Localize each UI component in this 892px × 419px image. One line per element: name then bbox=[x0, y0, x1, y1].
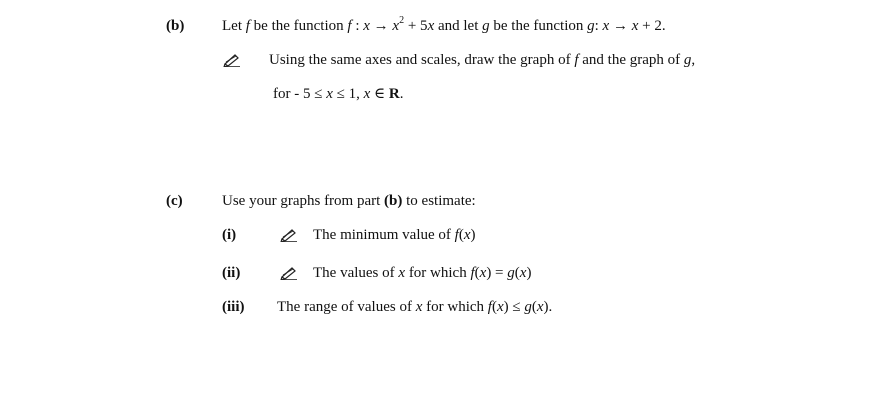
text: : bbox=[594, 18, 603, 34]
text: + 2. bbox=[638, 18, 666, 34]
text: ( bbox=[514, 265, 520, 281]
text: for which bbox=[422, 299, 488, 315]
math-x: x bbox=[363, 86, 371, 102]
math-x: x bbox=[602, 18, 610, 34]
part-b-label: (b) bbox=[166, 18, 185, 34]
math-x: x bbox=[363, 18, 370, 34]
text: ( bbox=[531, 299, 537, 315]
text: ) bbox=[470, 227, 476, 243]
text: be the function bbox=[249, 18, 348, 34]
item-i-label: (i) bbox=[222, 227, 237, 243]
part-b-instruction bbox=[269, 53, 695, 68]
text: Let bbox=[222, 18, 246, 34]
text: for - 5 ≤ bbox=[273, 86, 327, 102]
math-x: x bbox=[427, 18, 435, 34]
item-i-text bbox=[313, 228, 475, 243]
text: Use your graphs from part bbox=[222, 193, 385, 209]
part-reference: (b) bbox=[384, 193, 403, 209]
text: ). bbox=[543, 299, 553, 315]
math-x: x bbox=[326, 86, 333, 102]
text: ( bbox=[474, 265, 480, 281]
text: and the graph of bbox=[578, 52, 684, 68]
text: be the function bbox=[489, 18, 588, 34]
math-g: g bbox=[507, 265, 515, 281]
math-f: f bbox=[470, 265, 475, 281]
real-numbers-symbol: R bbox=[388, 86, 400, 102]
math-x: x bbox=[536, 299, 544, 315]
arrow: → bbox=[369, 18, 393, 34]
text: ≤ 1, bbox=[332, 86, 364, 102]
math-f: f bbox=[245, 18, 250, 34]
part-c-label: (c) bbox=[166, 193, 183, 209]
pencil-write-icon bbox=[280, 228, 298, 242]
text: ( bbox=[458, 227, 464, 243]
text: The values of bbox=[313, 265, 399, 281]
math-g: g bbox=[587, 18, 595, 34]
exponent: 2 bbox=[399, 15, 405, 26]
math-f: f bbox=[347, 18, 352, 34]
item-ii-text bbox=[313, 266, 531, 281]
math-g: g bbox=[524, 299, 532, 315]
item-iii-text bbox=[277, 300, 552, 315]
text: . bbox=[399, 86, 404, 102]
arrow: → bbox=[609, 18, 632, 34]
pencil-write-icon bbox=[280, 266, 298, 280]
item-iii-label: (iii) bbox=[222, 299, 245, 315]
part-b-definition bbox=[222, 15, 666, 34]
math-x: x bbox=[519, 265, 527, 281]
math-x: x bbox=[415, 299, 423, 315]
part-c-intro bbox=[222, 194, 476, 209]
text: Using the same axes and scales, draw the graph of bbox=[269, 52, 575, 68]
text: ) ≤ bbox=[503, 299, 525, 315]
math-x: x bbox=[496, 299, 504, 315]
math-x: x bbox=[479, 265, 487, 281]
math-f: f bbox=[574, 52, 579, 68]
text: ( bbox=[491, 299, 497, 315]
text: The range of values of bbox=[277, 299, 416, 315]
math-g: g bbox=[482, 18, 490, 34]
text: , bbox=[691, 52, 696, 68]
math-x: x bbox=[392, 18, 400, 34]
math-g: g bbox=[683, 52, 692, 68]
text: and let bbox=[434, 18, 483, 34]
math-f: f bbox=[454, 227, 459, 243]
text: to estimate: bbox=[402, 193, 476, 209]
pencil-write-icon bbox=[223, 53, 241, 67]
text: ∈ bbox=[370, 86, 389, 102]
text: ) bbox=[526, 265, 532, 281]
part-b-domain bbox=[273, 87, 404, 102]
text: + 5 bbox=[404, 18, 428, 34]
text: The minimum value of bbox=[313, 227, 455, 243]
math-x: x bbox=[398, 265, 406, 281]
text: : bbox=[351, 18, 364, 34]
math-x: x bbox=[631, 18, 639, 34]
math-f: f bbox=[487, 299, 492, 315]
text: for which bbox=[405, 265, 471, 281]
text: ) = bbox=[486, 265, 508, 281]
math-x: x bbox=[463, 227, 471, 243]
item-ii-label: (ii) bbox=[222, 265, 241, 281]
